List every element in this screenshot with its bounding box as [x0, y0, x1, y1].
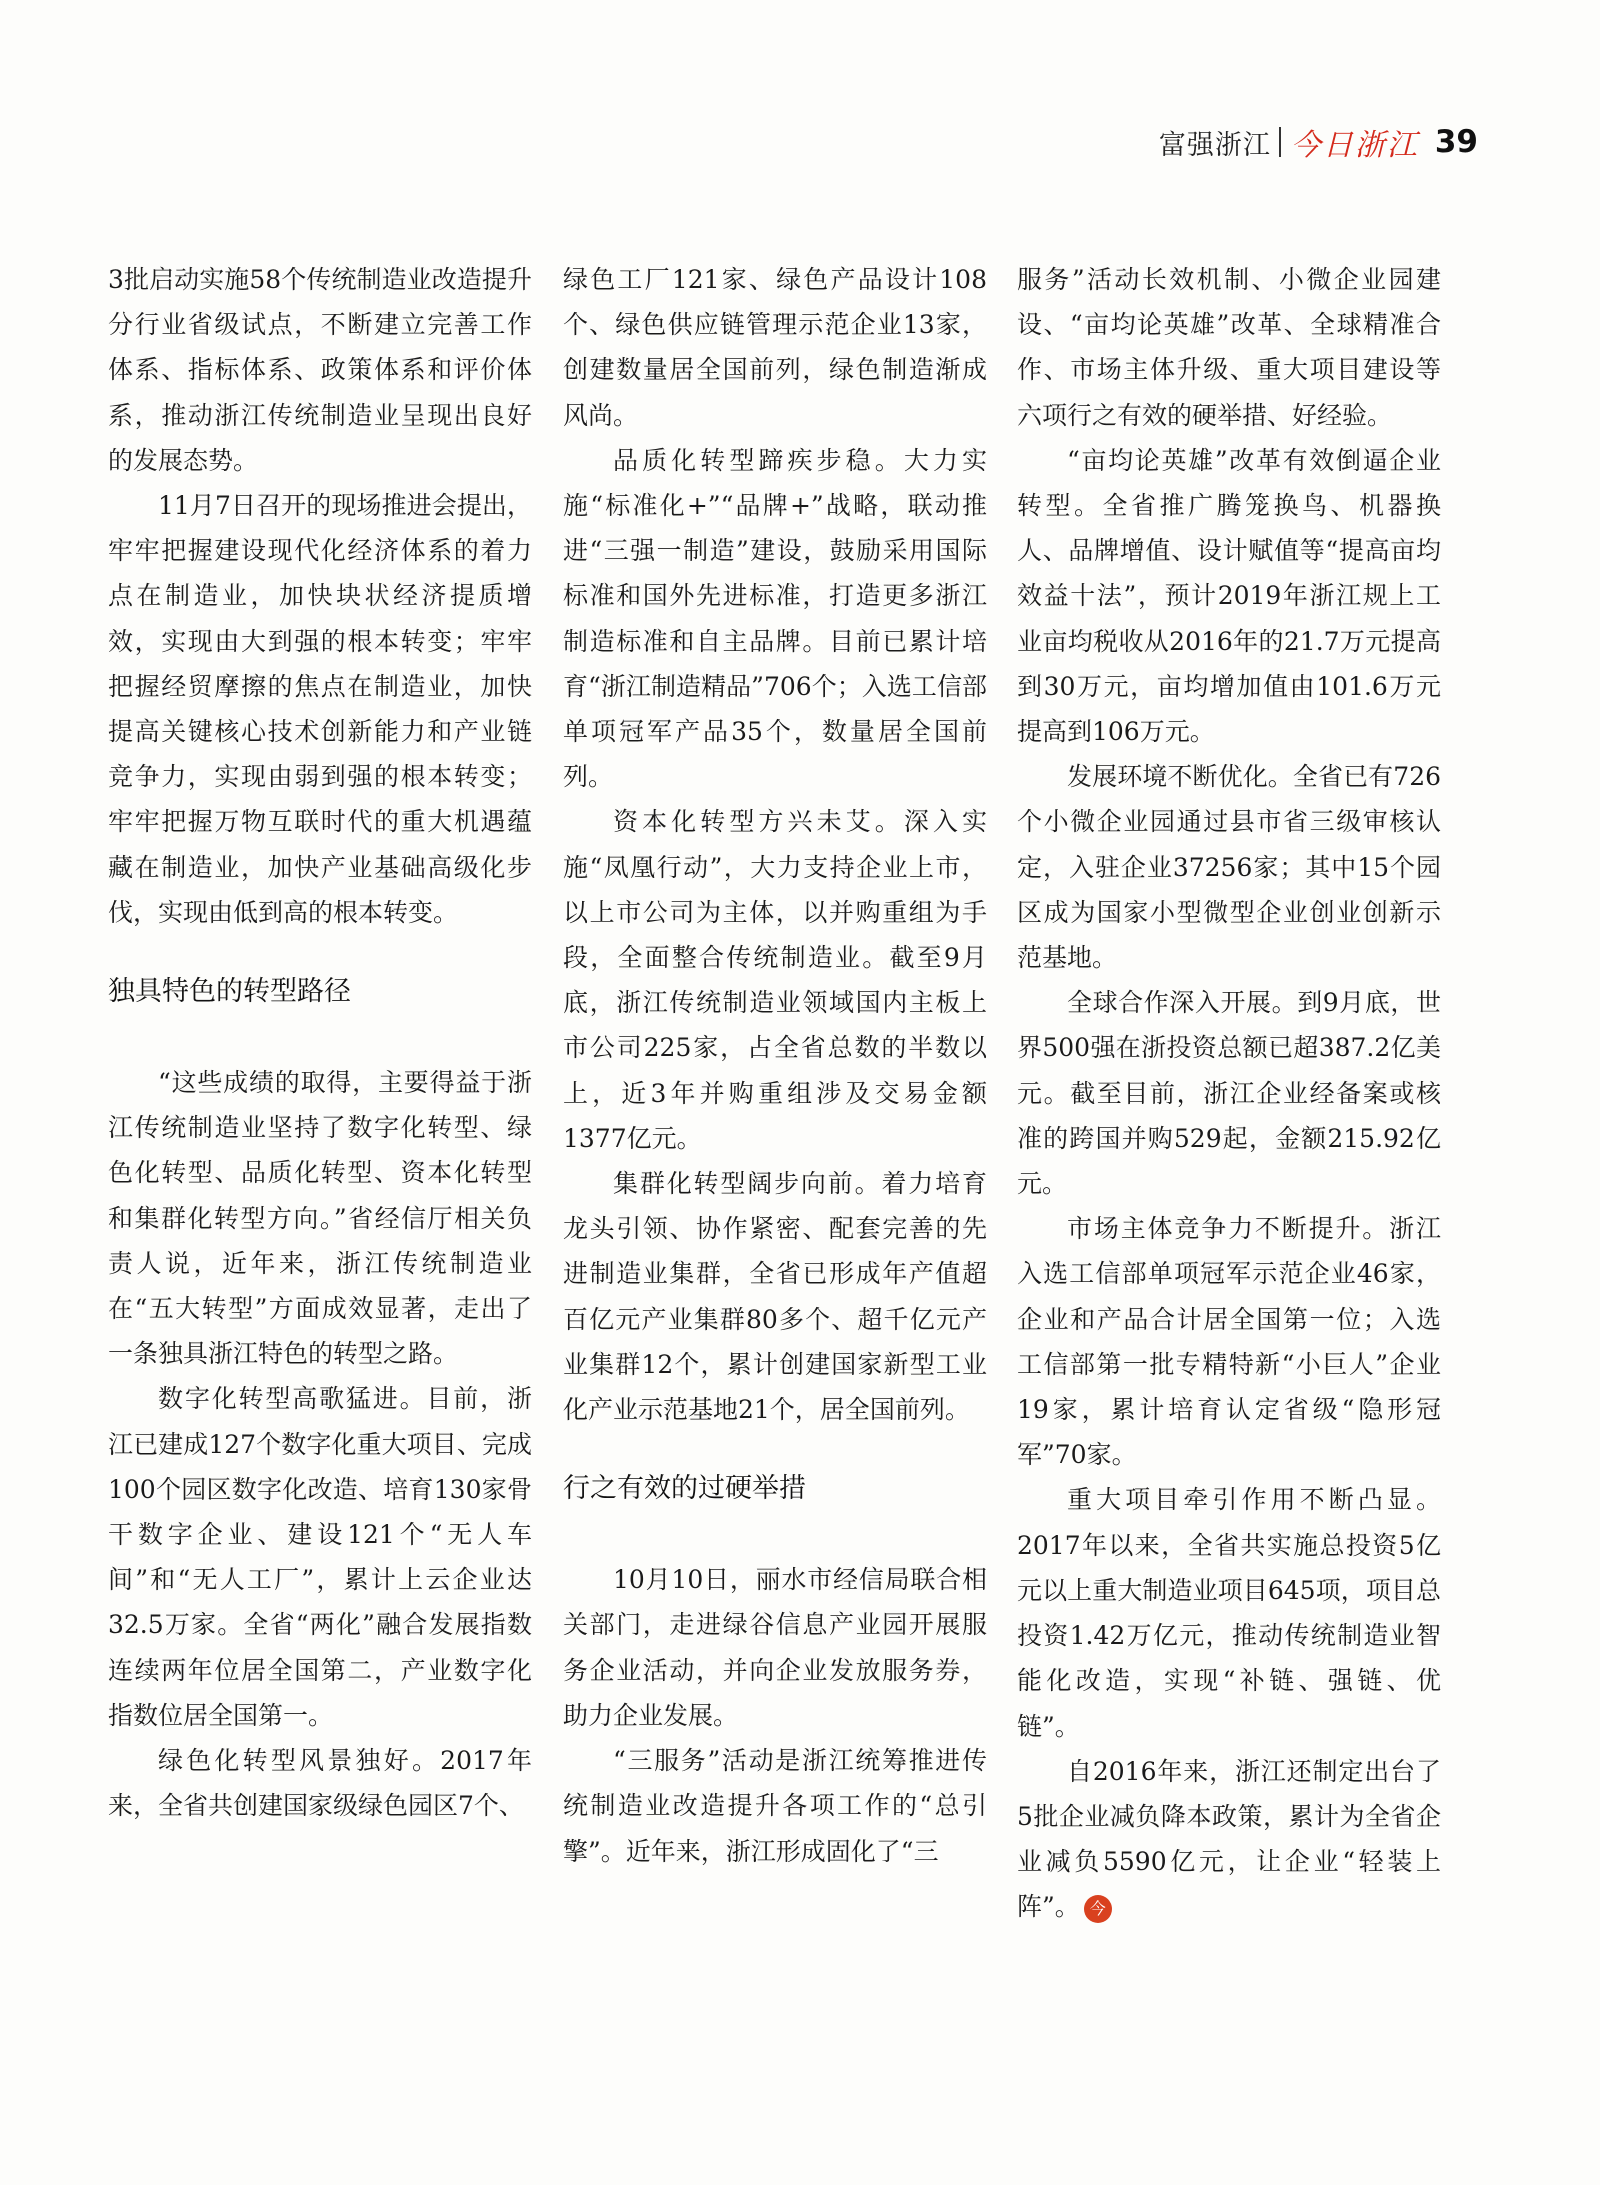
section-title: 富强浙江 — [1158, 129, 1271, 161]
end-mark-icon: 今 — [1084, 1895, 1112, 1923]
final-paragraph — [1017, 1749, 1441, 1930]
paragraph: 全球合作深入开展。到9月底，世界500强在浙投资总额已超387.2亿美元。截至目前，浙江企业经备案或核准的跨国并购529起，金额215.92亿元。 — [1017, 988, 1441, 1199]
column-1 — [108, 257, 532, 1829]
paragraph: 数字化转型高歌猛进。目前，浙江已建成127个数字化重大项目、完成100个园区数字化改造、培育130家骨干数字企业、建设121个“无人车间”和“无人工厂”，累计上云企业达32.5万家。全省“两化”融合发展指数连续两年位居全国第二，产业数字化指数位居全国第一。 — [108, 1384, 532, 1730]
paragraph-text: 自2016年来，浙江还制定出台了5批企业减负降本政策，累计为全省企业减负5590亿元，让企业“轻装上阵”。 — [1017, 1756, 1441, 1922]
paragraph: 服务”活动长效机制、小微企业园建设、“亩均论英雄”改革、全球精准合作、市场主体升级、重大项目建设等六项行之有效的硬举措、好经验。 — [1017, 265, 1441, 430]
column-3 — [1017, 257, 1441, 1930]
page-number: 39 — [1434, 124, 1478, 160]
section-heading: 独具特色的转型路径 — [108, 976, 351, 1008]
paragraph: “三服务”活动是浙江统筹推进传统制造业改造提升各项工作的“总引擎”。近年来，浙江形成固化了“三 — [563, 1746, 987, 1866]
section-heading: 行之有效的过硬举措 — [563, 1473, 806, 1505]
paragraph: 品质化转型蹄疾步稳。大力实施“标准化+”“品牌+”战略，联动推进“三强一制造”建设，鼓励采用国际标准和国外先进标准，打造更多浙江制造标准和自主品牌。目前已累计培育“浙江制造精品”706个；入选工信部单项冠军产品35个，数量居全国前列。 — [563, 445, 987, 792]
paragraph: 绿色化转型风景独好。2017年来，全省共创建国家级绿色园区7个、 — [108, 1746, 532, 1821]
paragraph: 11月7日召开的现场推进会提出，牢牢把握建设现代化经济体系的着力点在制造业，加快块状经济提质增效，实现由大到强的根本转变；牢牢把握经贸摩擦的焦点在制造业，加快提高关键核心技术创新能力和产业链竞争力，实现由弱到强的根本转变；牢牢把握万物互联时代的重大机遇蕴藏在制造业，加快产业基础高级化步伐，实现由低到高的根本转变。 — [108, 491, 532, 927]
paragraph: 绿色工厂121家、绿色产品设计108个、绿色供应链管理示范企业13家，创建数量居全国前列，绿色制造渐成风尚。 — [563, 265, 987, 430]
paragraph: 重大项目牵引作用不断凸显。2017年以来，全省共实施总投资5亿元以上重大制造业项目645项，项目总投资1.42万亿元，推动传统制造业智能化改造，实现“补链、强链、优链”。 — [1017, 1485, 1441, 1741]
paragraph: 资本化转型方兴未艾。深入实施“凤凰行动”，大力支持企业上市，以上市公司为主体，以并购重组为手段，全面整合传统制造业。截至9月底，浙江传统制造业领域国内主板上市公司225家，占全省总数的半数以上，近3年并购重组涉及交易金额1377亿元。 — [563, 807, 987, 1153]
page-header — [1159, 120, 1478, 164]
paragraph: 集群化转型阔步向前。着力培育龙头引领、协作紧密、配套完善的先进制造业集群，全省已形成年产值超百亿元产业集群80多个、超千亿元产业集群12个，累计创建国家新型工业化产业示范基地21个，居全国前列。 — [563, 1169, 987, 1425]
paragraph: 10月10日，丽水市经信局联合相关部门，走进绿谷信息产业园开展服务企业活动，并向企业发放服务券，助力企业发展。 — [563, 1565, 987, 1730]
paragraph: “亩均论英雄”改革有效倒逼企业转型。全省推广腾笼换鸟、机器换人、品牌增值、设计赋值等“提高亩均效益十法”，预计2019年浙江规上工业亩均税收从2016年的21.7万元提高到30万元，亩均增加值由101.6万元提高到106万元。 — [1017, 445, 1441, 747]
paragraph: 3批启动实施58个传统制造业改造提升分行业省级试点，不断建立完善工作体系、指标体系、政策体系和评价体系，推动浙江传统制造业呈现出良好的发展态势。 — [108, 265, 532, 475]
paragraph: 市场主体竞争力不断提升。浙江入选工信部单项冠军示范企业46家，企业和产品合计居全国第一位；入选工信部第一批专精特新“小巨人”企业19家，累计培育认定省级“隐形冠军”70家。 — [1017, 1214, 1441, 1470]
header-divider — [1279, 127, 1281, 157]
column-2 — [563, 257, 987, 1874]
magazine-logo: 今日浙江 — [1290, 128, 1419, 163]
paragraph: “这些成绩的取得，主要得益于浙江传统制造业坚持了数字化转型、绿色化转型、品质化转型、资本化转型和集群化转型方向。”省经信厅相关负责人说，近年来，浙江传统制造业在“五大转型”方面成效显著，走出了一条独具浙江特色的转型之路。 — [108, 1068, 532, 1369]
paragraph: 发展环境不断优化。全省已有726个小微企业园通过县市省三级审核认定，入驻企业37256家；其中15个园区成为国家小型微型企业创业创新示范基地。 — [1017, 762, 1441, 973]
